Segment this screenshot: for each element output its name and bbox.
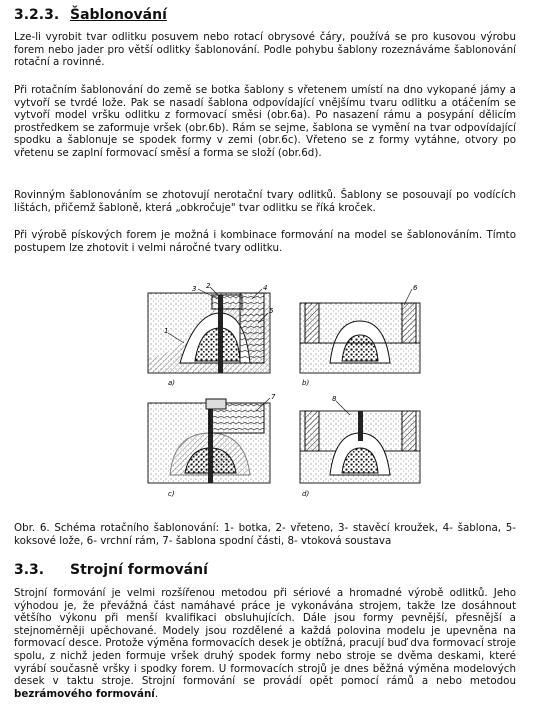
section-heading-strojni xyxy=(14,562,208,578)
bold-term: bezrámového formování xyxy=(14,687,155,700)
paragraph-intro: Lze-li vyrobit tvar odlitku posuvem nebo rotací obrysové čáry, používá se pro kusovou výrobu forem nebo jader pro větší odlitky šablonování. Podle pohybu šablony rozeznáváme šablonování rotační a rovinné. xyxy=(14,31,516,69)
figure-caption: Obr. 6. Schéma rotačního šablonování: 1- botka, 2- vřeteno, 3- stavěcí kroužek, 4- šablona, 5- koksové lože, 6- vrchní rám, 7- šablona spodní části, 8- vtoková soustava xyxy=(14,522,516,547)
panel-c xyxy=(148,393,276,498)
part-label-5: 5 xyxy=(269,307,274,315)
panel-label-b: b) xyxy=(302,379,310,387)
part-label-2: 2 xyxy=(206,283,211,290)
panel-label-d: d) xyxy=(302,490,310,498)
part-label-4: 4 xyxy=(263,284,268,292)
part-label-1: 1 xyxy=(164,327,169,335)
paragraph-planar: Rovinným šablonováním se zhotovují nerotační tvary odlitků. Šablony se posouvají po vodících lištách, přičemž šabloně, která „obkročuje" tvar odlitku se říká kroček. xyxy=(14,189,516,214)
paragraph-text: Strojní formování je velmi rozšířenou metodou při sériové a hromadné výrobě odlitků. Jeho výhodou je, že převážná část namáhavé práce je vykonávána strojem, takže lze dosáhnout většího výkonu při menší kvalifikaci obsluhujících. Dále jsou formy pevnější, přesnější a stejnoměrněji upěchované. Modely jsou rozdělené a každá polovina modelu je upevněna na formovací desce. Protože výměna formovacích desek je obtížná, pracují buď dva formovací stroje spolu, z nichž jeden formuje vršek druhý spodek formy nebo stroje se dvěma deskami, které vyrábí současně vršky i spodky forem. U formovacích strojů je dnes běžná výměna modelových desek v taktu stroje. Strojní formování se provádí opět pomocí rámů a nebo metodou xyxy=(14,587,516,688)
part-label-3: 3 xyxy=(192,285,197,293)
panel-b xyxy=(300,284,420,387)
part-label-7: 7 xyxy=(271,393,276,401)
paragraph-machine-moulding xyxy=(14,587,516,700)
paragraph-rotational: Při rotačním šablonování do země se botka šablony s vřetenem umístí na dno vykopané jámy a vytvoří se tvrdé lože. Pak se nasadí šablona odpovídající vnějšímu tvaru odlitku a otáčením se vytvoří model vršku odlitku z formovací směsi (obr.6a). Po nasazení rámu a posypání dělicím prostředkem se zaformuje vršek (obr.6b). Rám se sejme, šablona se vymění na tvar odpovídající spodku a šablonuje se spodek formy v zemi (obr.6c). Vřeteno se z formy vytáhne, otvory po vřetenu se zaplní formovací směsí a forma se složí (obr.6d). xyxy=(14,84,516,159)
panel-d xyxy=(300,395,420,498)
panel-label-c: c) xyxy=(168,490,175,498)
section-title: Strojní formování xyxy=(70,562,208,578)
part-label-6: 6 xyxy=(413,284,418,292)
section-heading-sablonovani xyxy=(14,7,167,23)
panel-a xyxy=(148,283,274,387)
paragraph-combination: Při výrobě pískových forem je možná i kombinace formování na model se šablonováním. Tímto postupem lze zhotovit i velmi náročné tvary odlitku. xyxy=(14,229,516,254)
section-number: 3.3. xyxy=(14,562,45,578)
figure-drawing xyxy=(140,283,430,508)
part-label-8: 8 xyxy=(332,395,337,403)
section-title: Šablonování xyxy=(70,7,167,23)
panel-label-a: a) xyxy=(168,379,176,387)
paragraph-end: . xyxy=(154,687,159,700)
section-number: 3.2.3. xyxy=(14,7,60,23)
figure-rotational-templating xyxy=(140,283,430,508)
